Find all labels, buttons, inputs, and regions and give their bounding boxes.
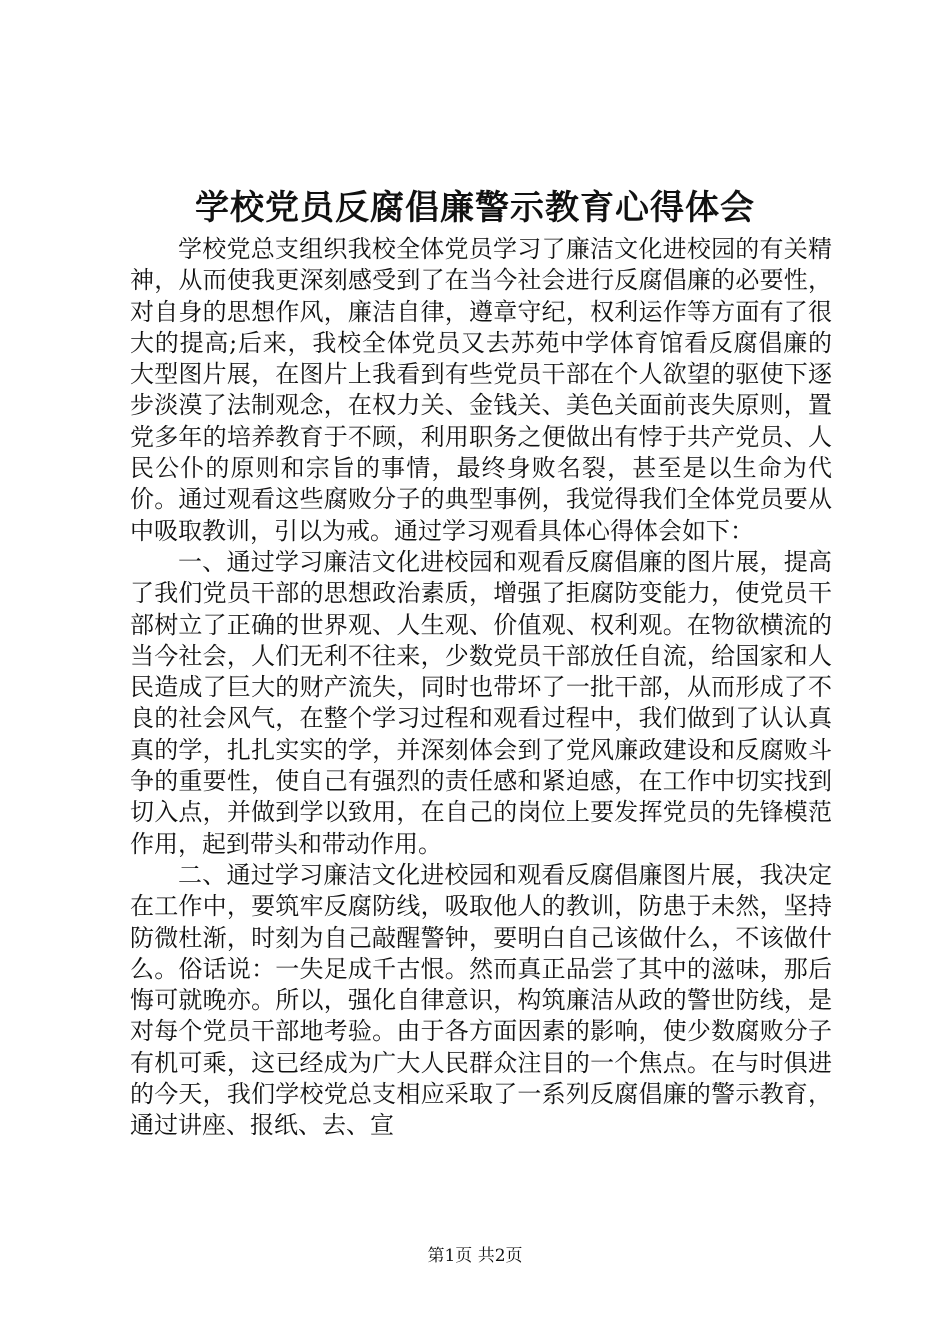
paragraph-point-one: 一、通过学习廉洁文化进校园和观看反腐倡廉的图片展，提高了我们党员干部的思想政治素质，增强了拒腐防变能力，使党员干部树立了正确的世界观、人生观、价值观、权利观。在物欲横流的当今社会，人们无利不往来，少数党员干部放任自流，给国家和人民造成了巨大的财产流失，同时也带坏了一批干部，从而形成了不良的社会风气，在整个学习过程和观看过程中，我们做到了认认真真的学，扎扎实实的学，并深刻体会到了党风廉政建设和反腐败斗争的重要性，使自己有强烈的责任感和紧迫感，在工作中切实找到切入点，并做到学以致用，在自己的岗位上要发挥党员的先锋模范作用，起到带头和带动作用。 (130, 547, 832, 858)
paragraph-intro: 学校党总支组织我校全体党员学习了廉洁文化进校园的有关精神，从而使我更深刻感受到了在当今社会进行反腐倡廉的必要性，对自身的思想作风，廉洁自律，遵章守纪，权利运作等方面有了很大的提高;后来，我校全体党员又去苏苑中学体育馆看反腐倡廉的大型图片展，在图片上我看到有些党员干部在个人欲望的驱使下逐步淡漠了法制观念，在权力关、金钱关、美色关面前丧失原则，置党多年的培养教育于不顾，利用职务之便做出有悖于共产党员、人民公仆的原则和宗旨的事情，最终身败名裂，甚至是以生命为代价。通过观看这些腐败分子的典型事例，我觉得我们全体党员要从中吸取教训，引以为戒。通过学习观看具体心得体会如下： (130, 235, 832, 545)
page-footer: 第1页 共2页 (427, 1246, 523, 1266)
paragraph-point-two: 二、通过学习廉洁文化进校园和观看反腐倡廉图片展，我决定在工作中，要筑牢反腐防线，吸取他人的教训，防患于未然，坚持防微杜渐，时刻为自己敲醒警钟，要明白自己该做什么，不该做什么。俗话说：一失足成千古恨。然而真正品尝了其中的滋味，那后悔可就晚亦。所以，强化自律意识，构筑廉洁从政的警世防线，是对每个党员干部地考验。由于各方面因素的影响，使少数腐败分子有机可乘，这已经成为广大人民群众注目的一个焦点。在与时俱进的今天，我们学校党总支相应采取了一系列反腐倡廉的警示教育，通过讲座、报纸、去、宣 (130, 860, 832, 1140)
document-body (130, 234, 832, 1186)
document-title: 学校党员反腐倡廉警示教育心得体会 (195, 188, 755, 228)
